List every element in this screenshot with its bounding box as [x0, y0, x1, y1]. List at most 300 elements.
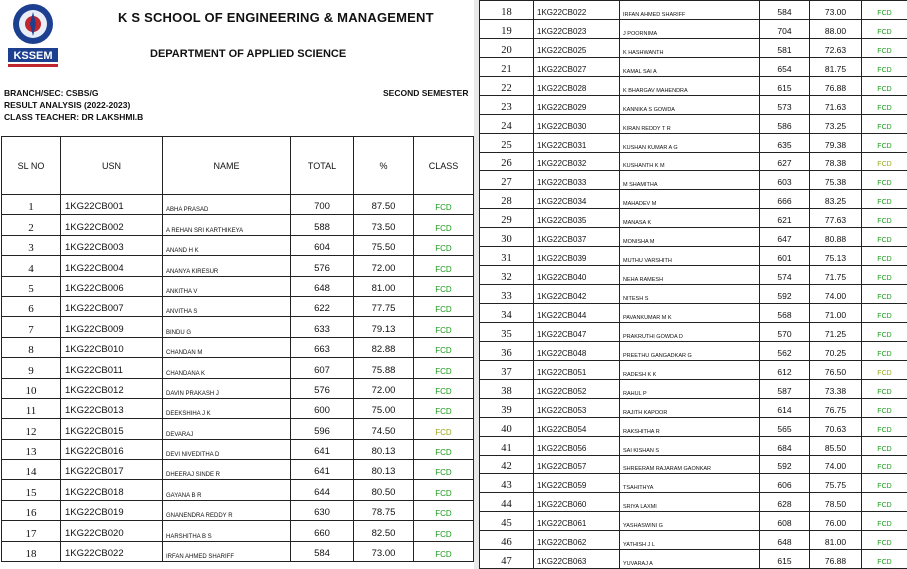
col-total: TOTAL	[291, 137, 354, 195]
total-cell: 592	[760, 285, 810, 304]
table-row	[480, 209, 907, 228]
total-cell: 704	[760, 19, 810, 38]
class-cell: FCD	[862, 493, 907, 512]
percent-cell: 73.50	[354, 215, 414, 235]
usn-cell: 1KG22CB061	[534, 512, 620, 531]
percent-cell: 73.00	[354, 541, 414, 561]
percent-cell: 85.50	[810, 436, 862, 455]
total-cell: 586	[760, 114, 810, 133]
right-page	[479, 0, 907, 569]
total-cell: 663	[291, 337, 354, 357]
total-cell: 608	[760, 512, 810, 531]
name-cell: MUTHU VARSHITH	[620, 247, 760, 266]
sl-no-cell: 37	[480, 360, 534, 379]
name-cell: ANANYA KIRESUR	[163, 256, 291, 276]
name-cell: ANKITHA V	[163, 276, 291, 296]
percent-cell: 75.13	[810, 247, 862, 266]
class-cell: FCD	[862, 436, 907, 455]
name-cell: RAJITH KAPOOR	[620, 398, 760, 417]
percent-cell: 78.75	[354, 500, 414, 520]
percent-cell: 88.00	[810, 19, 862, 38]
usn-cell: 1KG22CB032	[534, 152, 620, 171]
sl-no-cell: 25	[480, 133, 534, 152]
table-row	[2, 256, 474, 276]
sl-no-cell: 30	[480, 228, 534, 247]
sl-no-cell: 7	[2, 317, 61, 337]
total-cell: 660	[291, 521, 354, 541]
total-cell: 654	[760, 57, 810, 76]
class-cell: FCD	[862, 474, 907, 493]
name-cell: RADESH K K	[620, 360, 760, 379]
name-cell: NITESH S	[620, 285, 760, 304]
name-cell: KANNIKA S GOWDA	[620, 95, 760, 114]
sl-no-cell: 32	[480, 266, 534, 285]
name-cell: DAVIN PRAKASH J	[163, 378, 291, 398]
usn-cell: 1KG22CB022	[61, 541, 163, 561]
total-cell: 633	[291, 317, 354, 337]
percent-cell: 78.38	[810, 152, 862, 171]
name-cell: SRIYA LAXMI	[620, 493, 760, 512]
class-cell: FCD	[862, 285, 907, 304]
percent-cell: 79.38	[810, 133, 862, 152]
sl-no-cell: 18	[2, 541, 61, 561]
percent-cell: 80.13	[354, 439, 414, 459]
table-row	[480, 171, 907, 190]
percent-cell: 81.00	[810, 531, 862, 550]
name-cell: MAHADEV M	[620, 190, 760, 209]
table-row	[480, 512, 907, 531]
table-row	[480, 417, 907, 436]
usn-cell: 1KG22CB020	[61, 521, 163, 541]
usn-cell: 1KG22CB053	[534, 398, 620, 417]
percent-cell: 71.25	[810, 322, 862, 341]
usn-cell: 1KG22CB048	[534, 341, 620, 360]
usn-cell: 1KG22CB025	[534, 38, 620, 57]
class-cell: FCD	[862, 512, 907, 531]
class-cell: FCD	[414, 419, 474, 439]
percent-cell: 81.00	[354, 276, 414, 296]
name-cell: KUSHAN KUMAR A G	[620, 133, 760, 152]
name-cell: K BHARGAV MAHENDRA	[620, 76, 760, 95]
usn-cell: 1KG22CB003	[61, 235, 163, 255]
total-cell: 596	[291, 419, 354, 439]
usn-cell: 1KG22CB007	[61, 296, 163, 316]
class-cell: FCD	[862, 228, 907, 247]
sl-no-cell: 9	[2, 358, 61, 378]
total-cell: 684	[760, 436, 810, 455]
percent-cell: 72.00	[354, 256, 414, 276]
percent-cell: 82.88	[354, 337, 414, 357]
usn-cell: 1KG22CB030	[534, 114, 620, 133]
name-cell: J POORNIMA	[620, 19, 760, 38]
sl-no-cell: 35	[480, 322, 534, 341]
total-cell: 615	[760, 76, 810, 95]
total-cell: 622	[291, 296, 354, 316]
sl-no-cell: 5	[2, 276, 61, 296]
usn-cell: 1KG22CB037	[534, 228, 620, 247]
usn-cell: 1KG22CB051	[534, 360, 620, 379]
total-cell: 648	[291, 276, 354, 296]
total-cell: 700	[291, 195, 354, 215]
table-row	[480, 133, 907, 152]
total-cell: 641	[291, 460, 354, 480]
table-row	[2, 398, 474, 418]
school-name: K S SCHOOL OF ENGINEERING & MANAGEMENT	[118, 10, 434, 25]
percent-cell: 73.25	[810, 114, 862, 133]
total-cell: 570	[760, 322, 810, 341]
sl-no-cell: 18	[480, 1, 534, 20]
class-cell: FCD	[862, 19, 907, 38]
name-cell: MONISHA M	[620, 228, 760, 247]
class-cell: FCD	[862, 266, 907, 285]
sl-no-cell: 11	[2, 398, 61, 418]
sl-no-cell: 24	[480, 114, 534, 133]
usn-cell: 1KG22CB042	[534, 285, 620, 304]
table-row	[480, 38, 907, 57]
total-cell: 576	[291, 256, 354, 276]
class-cell: FCD	[862, 417, 907, 436]
table-row	[2, 337, 474, 357]
sl-no-cell: 1	[2, 195, 61, 215]
total-cell: 576	[291, 378, 354, 398]
usn-cell: 1KG22CB034	[534, 190, 620, 209]
total-cell: 628	[760, 493, 810, 512]
usn-cell: 1KG22CB016	[61, 439, 163, 459]
table-row	[2, 195, 474, 215]
usn-cell: 1KG22CB057	[534, 455, 620, 474]
total-cell: 573	[760, 95, 810, 114]
class-cell: FCD	[862, 322, 907, 341]
col-usn: USN	[61, 137, 163, 195]
class-cell: FCD	[862, 1, 907, 20]
class-cell: FCD	[862, 247, 907, 266]
name-cell: SHREERAM RAJARAM GAONKAR	[620, 455, 760, 474]
table-row	[2, 215, 474, 235]
table-row	[480, 341, 907, 360]
percent-cell: 78.50	[810, 493, 862, 512]
class-cell: FCD	[862, 209, 907, 228]
semester-label: SECOND SEMESTER	[383, 88, 469, 98]
name-cell: CHANDANA K	[163, 358, 291, 378]
name-cell: SAI KISHAN S	[620, 436, 760, 455]
sl-no-cell: 26	[480, 152, 534, 171]
table-row	[480, 322, 907, 341]
name-cell: MANASA K	[620, 209, 760, 228]
college-logo-icon	[6, 2, 60, 72]
table-row	[480, 57, 907, 76]
sl-no-cell: 29	[480, 209, 534, 228]
department-name: DEPARTMENT OF APPLIED SCIENCE	[150, 48, 347, 60]
table-row	[2, 317, 474, 337]
class-cell: FCD	[862, 398, 907, 417]
total-cell: 601	[760, 247, 810, 266]
class-cell: FCD	[414, 378, 474, 398]
total-cell: 606	[760, 474, 810, 493]
percent-cell: 70.25	[810, 341, 862, 360]
name-cell: HARSHITHA B S	[163, 521, 291, 541]
usn-cell: 1KG22CB009	[61, 317, 163, 337]
name-cell: TSAHITHYA	[620, 474, 760, 493]
table-row	[2, 358, 474, 378]
total-cell: 604	[291, 235, 354, 255]
total-cell: 641	[291, 439, 354, 459]
class-cell: FCD	[414, 398, 474, 418]
class-cell: FCD	[862, 341, 907, 360]
sl-no-cell: 22	[480, 76, 534, 95]
name-cell: BINDU G	[163, 317, 291, 337]
name-cell: KIRAN REDDY T R	[620, 114, 760, 133]
table-row	[480, 76, 907, 95]
total-cell: 600	[291, 398, 354, 418]
name-cell: DEVI NIVEDITHA D	[163, 439, 291, 459]
name-cell: YASHASWINI G	[620, 512, 760, 531]
table-row	[480, 190, 907, 209]
name-cell: RAKSHITHA R	[620, 417, 760, 436]
class-cell: FCD	[414, 276, 474, 296]
sl-no-cell: 4	[2, 256, 61, 276]
name-cell: IRFAN AHMED SHARIFF	[620, 1, 760, 20]
usn-cell: 1KG22CB031	[534, 133, 620, 152]
name-cell: PREETHU GANGADKAR G	[620, 341, 760, 360]
class-cell: FCD	[862, 531, 907, 550]
class-cell: FCD	[862, 95, 907, 114]
sl-no-cell: 39	[480, 398, 534, 417]
table-row	[2, 378, 474, 398]
sl-no-cell: 3	[2, 235, 61, 255]
total-cell: 621	[760, 209, 810, 228]
usn-cell: 1KG22CB013	[61, 398, 163, 418]
percent-cell: 75.88	[354, 358, 414, 378]
class-cell: FCD	[414, 337, 474, 357]
percent-cell: 72.00	[354, 378, 414, 398]
class-cell: FCD	[862, 455, 907, 474]
sl-no-cell: 38	[480, 379, 534, 398]
total-cell: 565	[760, 417, 810, 436]
class-cell: FCD	[862, 171, 907, 190]
class-cell: FCD	[414, 541, 474, 561]
sl-no-cell: 31	[480, 247, 534, 266]
result-analysis-title: RESULT ANALYSIS (2022-2023)	[4, 100, 131, 110]
name-cell: DEVARAJ	[163, 419, 291, 439]
col-name: NAME	[163, 137, 291, 195]
table-row	[480, 266, 907, 285]
percent-cell: 71.63	[810, 95, 862, 114]
class-cell: FCD	[414, 215, 474, 235]
sl-no-cell: 19	[480, 19, 534, 38]
sl-no-cell: 41	[480, 436, 534, 455]
name-cell: CHANDAN M	[163, 337, 291, 357]
table-row	[2, 500, 474, 520]
table-row	[480, 304, 907, 323]
class-cell: FCD	[414, 296, 474, 316]
class-cell: FCD	[414, 317, 474, 337]
percent-cell: 76.88	[810, 76, 862, 95]
class-cell: FCD	[414, 195, 474, 215]
name-cell: PAVANKUMAR M K	[620, 304, 760, 323]
sl-no-cell: 8	[2, 337, 61, 357]
class-cell: FCD	[862, 304, 907, 323]
usn-cell: 1KG22CB001	[61, 195, 163, 215]
class-cell: FCD	[862, 190, 907, 209]
percent-cell: 76.75	[810, 398, 862, 417]
total-cell: 644	[291, 480, 354, 500]
sl-no-cell: 40	[480, 417, 534, 436]
table-row	[480, 360, 907, 379]
name-cell: YUVARAJ A	[620, 550, 760, 569]
total-cell: 635	[760, 133, 810, 152]
usn-cell: 1KG22CB056	[534, 436, 620, 455]
sl-no-cell: 17	[2, 521, 61, 541]
usn-cell: 1KG22CB018	[61, 480, 163, 500]
sl-no-cell: 21	[480, 57, 534, 76]
sl-no-cell: 23	[480, 95, 534, 114]
usn-cell: 1KG22CB027	[534, 57, 620, 76]
total-cell: 581	[760, 38, 810, 57]
name-cell: KUSHANTH K M	[620, 152, 760, 171]
sl-no-cell: 13	[2, 439, 61, 459]
percent-cell: 74.00	[810, 455, 862, 474]
sl-no-cell: 2	[2, 215, 61, 235]
sl-no-cell: 47	[480, 550, 534, 569]
table-row	[2, 480, 474, 500]
class-cell: FCD	[414, 439, 474, 459]
table-row	[480, 493, 907, 512]
sl-no-cell: 43	[480, 474, 534, 493]
class-cell: FCD	[862, 133, 907, 152]
class-cell: FCD	[414, 500, 474, 520]
table-row	[480, 379, 907, 398]
percent-cell: 87.50	[354, 195, 414, 215]
sl-no-cell: 20	[480, 38, 534, 57]
total-cell: 612	[760, 360, 810, 379]
percent-cell: 70.63	[810, 417, 862, 436]
usn-cell: 1KG22CB052	[534, 379, 620, 398]
percent-cell: 81.75	[810, 57, 862, 76]
name-cell: GNANENDRA REDDY R	[163, 500, 291, 520]
class-cell: FCD	[862, 38, 907, 57]
total-cell: 584	[291, 541, 354, 561]
usn-cell: 1KG22CB059	[534, 474, 620, 493]
sl-no-cell: 44	[480, 493, 534, 512]
percent-cell: 73.38	[810, 379, 862, 398]
name-cell: K HASHWANTH	[620, 38, 760, 57]
name-cell: ANAND H K	[163, 235, 291, 255]
percent-cell: 74.00	[810, 285, 862, 304]
usn-cell: 1KG22CB015	[61, 419, 163, 439]
usn-cell: 1KG22CB060	[534, 493, 620, 512]
sl-no-cell: 10	[2, 378, 61, 398]
usn-cell: 1KG22CB028	[534, 76, 620, 95]
col-percent: %	[354, 137, 414, 195]
sl-no-cell: 34	[480, 304, 534, 323]
class-cell: FCD	[862, 57, 907, 76]
name-cell: NEHA RAMESH	[620, 266, 760, 285]
class-cell: FCD	[862, 76, 907, 95]
class-cell: FCD	[414, 521, 474, 541]
percent-cell: 77.63	[810, 209, 862, 228]
name-cell: IRFAN AHMED SHARIFF	[163, 541, 291, 561]
usn-cell: 1KG22CB012	[61, 378, 163, 398]
usn-cell: 1KG22CB062	[534, 531, 620, 550]
class-cell: FCD	[862, 360, 907, 379]
percent-cell: 75.00	[354, 398, 414, 418]
sl-no-cell: 42	[480, 455, 534, 474]
class-cell: FCD	[862, 114, 907, 133]
total-cell: 592	[760, 455, 810, 474]
name-cell: DEEKSHIHA J K	[163, 398, 291, 418]
percent-cell: 76.00	[810, 512, 862, 531]
usn-cell: 1KG22CB019	[61, 500, 163, 520]
percent-cell: 74.50	[354, 419, 414, 439]
usn-cell: 1KG22CB035	[534, 209, 620, 228]
total-cell: 568	[760, 304, 810, 323]
total-cell: 666	[760, 190, 810, 209]
table-row	[480, 455, 907, 474]
table-header	[2, 137, 474, 195]
name-cell: DHEERAJ SINDE R	[163, 460, 291, 480]
class-cell: FCD	[862, 550, 907, 569]
total-cell: 562	[760, 341, 810, 360]
class-cell: FCD	[414, 460, 474, 480]
percent-cell: 71.75	[810, 266, 862, 285]
table-row	[480, 531, 907, 550]
table-row	[480, 285, 907, 304]
name-cell: KAMAL SAI A	[620, 57, 760, 76]
usn-cell: 1KG22CB047	[534, 322, 620, 341]
usn-cell: 1KG22CB063	[534, 550, 620, 569]
percent-cell: 80.50	[354, 480, 414, 500]
total-cell: 603	[760, 171, 810, 190]
usn-cell: 1KG22CB011	[61, 358, 163, 378]
table-row	[480, 152, 907, 171]
results-table-right	[479, 0, 907, 569]
table-row	[480, 1, 907, 20]
logo-text: KSSEM	[13, 50, 53, 62]
usn-cell: 1KG22CB040	[534, 266, 620, 285]
total-cell: 614	[760, 398, 810, 417]
table-row	[480, 474, 907, 493]
table-row	[2, 419, 474, 439]
percent-cell: 72.63	[810, 38, 862, 57]
table-row	[2, 296, 474, 316]
percent-cell: 75.38	[810, 171, 862, 190]
name-cell: ANVITHA S	[163, 296, 291, 316]
sl-no-cell: 46	[480, 531, 534, 550]
sl-no-cell: 12	[2, 419, 61, 439]
total-cell: 574	[760, 266, 810, 285]
percent-cell: 80.13	[354, 460, 414, 480]
name-cell: ABHA PRASAD	[163, 195, 291, 215]
usn-cell: 1KG22CB039	[534, 247, 620, 266]
total-cell: 630	[291, 500, 354, 520]
table-row	[2, 235, 474, 255]
class-cell: FCD	[862, 152, 907, 171]
results-table-left	[1, 136, 474, 562]
percent-cell: 75.75	[810, 474, 862, 493]
usn-cell: 1KG22CB033	[534, 171, 620, 190]
table-row	[480, 550, 907, 569]
usn-cell: 1KG22CB017	[61, 460, 163, 480]
total-cell: 648	[760, 531, 810, 550]
table-row	[2, 439, 474, 459]
usn-cell: 1KG22CB010	[61, 337, 163, 357]
total-cell: 588	[291, 215, 354, 235]
class-cell: FCD	[414, 256, 474, 276]
total-cell: 615	[760, 550, 810, 569]
total-cell: 607	[291, 358, 354, 378]
percent-cell: 76.50	[810, 360, 862, 379]
percent-cell: 75.50	[354, 235, 414, 255]
